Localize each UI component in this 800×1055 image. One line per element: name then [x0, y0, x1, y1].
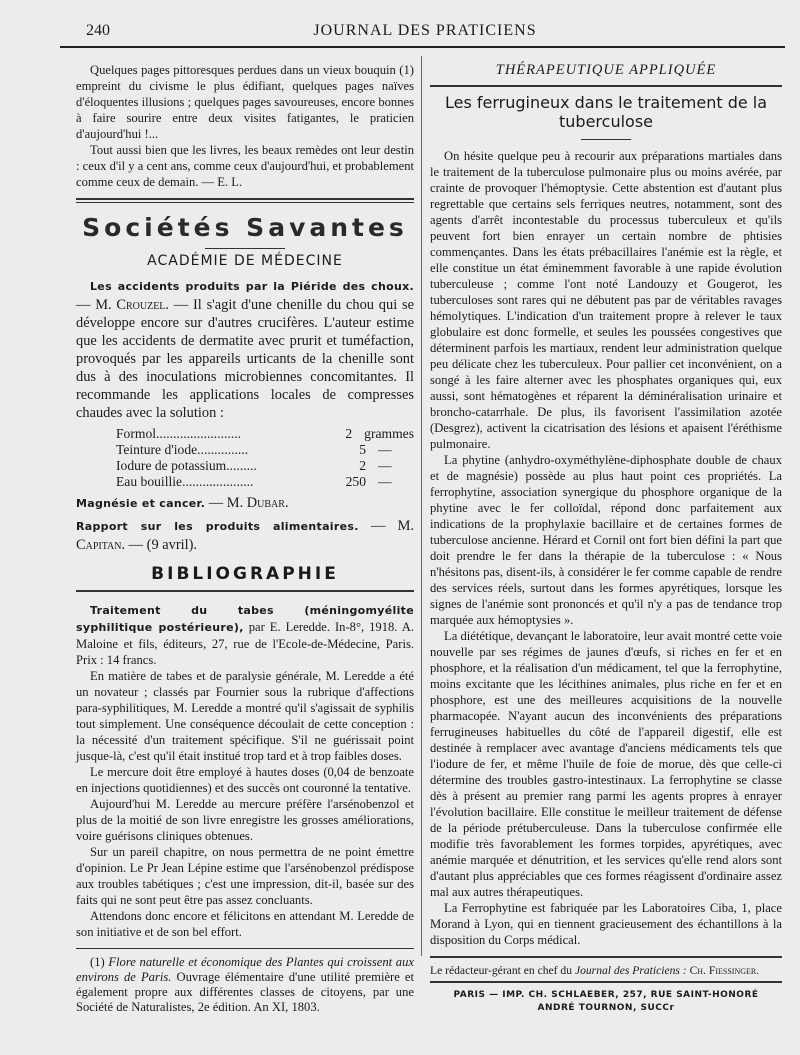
item-1-author: M. Crouzel.	[95, 297, 170, 313]
formula-quantity: 5	[359, 442, 366, 457]
item-1-head: Les accidents produits par la Piéride des choux.	[90, 280, 414, 293]
formula-row	[116, 426, 414, 442]
formula-ingredient: Iodure de potassium.........	[116, 458, 257, 473]
header-rule	[60, 46, 785, 48]
item-2-head: Magnésie et cancer.	[76, 497, 206, 510]
rubric-heading: THÉRAPEUTIQUE APPLIQUÉE	[495, 62, 717, 78]
printer-line-1: PARIS — IMP. CH. SCHLAEBER, 257, RUE SAINT-HONORÉ	[453, 990, 759, 1000]
item-3-date: — (9 avril).	[128, 537, 198, 553]
item-3-author: M. Capitan.	[76, 518, 414, 553]
footnote-mark: (1)	[90, 955, 105, 969]
intro-paragraph-1: Quelques pages pittoresques perdues dans un vieux bouquin (1) empreint du civisme le plus édifiant, quelques pages naïves d'éloquentes illusions ; quelques pages savoureuses, encore bonnes à faire sourire entre deux visites fatigantes, le praticien d'aujourd'hui !...	[76, 63, 414, 141]
formula-unit: —	[378, 442, 392, 457]
formula-row	[116, 442, 414, 458]
editor-journal: Journal des Praticiens :	[574, 964, 687, 977]
column-divider	[421, 56, 422, 956]
biblio-paragraph-4: Sur un pareil chapitre, on nous permettra de ne point émettre d'opinion. Le Pr Jean Lépine estime que l'arsénobenzol prédispose aux troubles tabétiques ; c'est une impression, dit-il, basée sur des faits qui ne sont peut être pas assez concluants.	[76, 845, 414, 907]
biblio-book-title: Traitement du tabes (méningomyélite syphilitique postérieure),	[76, 604, 414, 634]
academie-item-1: Les accidents produits par la Piéride des choux. — M. Crouzel. — Il s'agit d'une chenille du chou qui se développe encore sur d'autres crucifères. L'auteur estime que les accidents de dermatite avec prurit et tuméfaction, provoqués par les appareils urticants de la chenille sont dus à des inoculations microbiennes concomitantes. Il recommande les applications locales de compresses chaudes avec la solution :	[76, 280, 414, 421]
formula-table	[116, 426, 414, 490]
editor-rule	[430, 981, 782, 983]
footnote-description: Ouvrage élémentaire d'une utilité première et également propre aux différentes classes de citoyens, par une Société de Naturalistes, 2e édition. An XI, 1803.	[76, 970, 414, 1014]
page-header	[60, 20, 790, 48]
societes-heading: Sociétés Savantes	[82, 213, 408, 242]
formula-row	[116, 458, 414, 474]
footnote	[76, 955, 414, 1015]
article-paragraph-4: La Ferrophytine est fabriquée par les Laboratoires Ciba, 1, place Morand à Lyon, qui en tiennent gracieusement des échantillons à la disposition du Corps médical.	[430, 901, 782, 947]
footnote-text	[76, 955, 414, 1015]
biblio-paragraph-5: Attendons donc encore et félicitons en attendant M. Leredde de son initiative et de son bel effort.	[76, 909, 414, 939]
formula-ingredient: Eau bouillie.....................	[116, 474, 254, 489]
left-column	[76, 62, 414, 1015]
formula-quantity: 2	[359, 458, 366, 473]
editor-line	[430, 956, 782, 977]
item-3-head: Rapport sur les produits alimentaires.	[76, 520, 359, 533]
section-rule	[76, 198, 414, 203]
article-paragraph-1: On hésite quelque peu à recourir aux préparations martiales dans le traitement de la tuberculose pulmonaire plus ou moins avérée, par crainte de provoquer l'hémoptysie. Cette abstention est d'autant plus regrettable que certains sels ferriques neutres, notamment, sont des agents d'arrêt incontestable du processus tuberculeux et qu'ils peuvent fort bien enrayer un certain nombre de phtisies commençantes. Dans les états prébacillaires l'anémie est la règle, et elle constitue un état éminemment favorable à une rapide évolution tuberculeuse ; comme l'ont noté Landouzy et Gougerot, les tuberculoses sont rares qui ne débutent pas par de véritables ravages hémolytiques. L'indication d'un traitement propre à relever le taux globulaire est donc formelle, et seules les poussées congestives que déterminent parfois les martiaux, rendent leur administration quelque peu délicate chez les tuberculeux. Pour pallier cet inconvénient, on a songé à les faire alterner avec les phosphates organiques qui, eux aussi, sont hématogènes et réparent la déminéralisation urinaire et broncho-catarrhale. De plus, ils favorisent l'assimilation azotée (Desgrez), activent la cicatrisation des lésions et apaisent l'éréthisme pulmonaire.	[430, 149, 782, 451]
academie-rule	[205, 248, 285, 249]
footnote-book-title: Flore naturelle et économique des Plantes qui croissent aux environs de Paris.	[76, 955, 414, 984]
intro-paragraph-2: Tout aussi bien que les livres, les beaux remèdes ont leur destin : ceux d'il y a cent ans, comme ceux d'aujourd'hui, et probablement comme ceux de demain. — E. L.	[76, 143, 414, 189]
formula-row	[116, 474, 414, 490]
biblio-publisher: par E. Leredde. In-8°, 1918. A. Maloine et fils, éditeurs, 27, rue de l'Ecole-de-Médecine, Paris. Prix : 14 francs.	[76, 620, 414, 667]
academie-item-3: Rapport sur les produits alimentaires. — M. Capitan. — (9 avril).	[76, 518, 414, 553]
biblio-paragraph-2: Le mercure doit être employé à hautes doses (0,04 de benzoate en injections quotidiennes) et des succès ont couronné la tentative.	[76, 765, 414, 795]
printer-line-2: ANDRÉ TOURNON, SUCCr	[537, 1003, 675, 1013]
printer-imprint	[430, 989, 782, 1015]
formula-quantity: 250	[345, 474, 366, 489]
rubric-rule	[430, 85, 782, 87]
bibliographie-heading: BIBLIOGRAPHIE	[151, 564, 339, 584]
formula-ingredient: Teinture d'iode...............	[116, 442, 249, 457]
page-number: 240	[86, 22, 110, 39]
bibliographie-rule	[76, 590, 414, 592]
formula-unit: —	[378, 474, 392, 489]
article-paragraph-3: La diététique, devançant le laboratoire, leur avait montré cette voie nouvelle par ses régimes de jaunes d'œufs, si riches en fer et en phosphore, et la réalisation d'un médicament, tel que la ferrophytine, moins excitante que les lécithines animales, plus riche en fer et en phosphore, est une des meilleures acquisitions de la nouvelle pharmacopée. N'ayant aucun des inconvénients des préparations ferrugineuses habituelles du côté de l'appareil digestif, elle est destinée à remplacer avec avantage d'anciens médicaments tels que l'iodure de fer, et même l'huile de foie de morue, dès que celle-ci détermine des troubles gastro-intestinaux. La ferrophytine se classe dès à présent au premier rang parmi les agents propres à enrayer l'évolution bacillaire. Elle constitue le meilleur traitement de défense de la période prétuberculeuse. Dans la tuberculose confirmée elle modifie très favorablement les formes torpides, apyrétiques, avec anémie marquée et dénutrition, et les services qu'elle rend alors sont d'autant plus appréciables que ces formes réagissent d'ordinaire assez mal aux autres thérapeutiques.	[430, 629, 782, 899]
article-paragraph-2: La phytine (anhydro-oxyméthylène-diphosphate double de chaux et de magnésie) possède au plus haut point ces propriétés. La ferrophytine, association synergique du phosphore organique de la phytine avec le fer colloïdal, répond donc parfaitement aux indications de la prophylaxie bacillaire et de certaines formes de tuberculose ancienne. Hérard et Cornil ont fort bien défini la part que doit prendre le fer dans la thérapie de la tuberculose : « Nous n'hésitons pas, disent-ils, à considérer le fer comme capable de rendre des services réels, surtout dans les formes apyrétiques, lorsque les signes de l'anémie sont prononcés et qu'il n'y a pas de tendance trop marquée aux hémoptysies ».	[430, 453, 782, 627]
title-rule	[581, 139, 631, 140]
right-column	[430, 62, 782, 1015]
academie-item-2: Magnésie et cancer. — M. Dubar.	[76, 495, 289, 511]
academie-heading: ACADÉMIE DE MÉDECINE	[147, 253, 343, 269]
editor-label: Le rédacteur-gérant en chef du	[430, 964, 573, 977]
biblio-paragraph-1: En matière de tabes et de paralysie générale, M. Leredde a été un novateur ; classés par Fournier sous la rubrique d'affections para-syphilitiques, M. Leredde a montré qu'il s'agissait de syphilis tout simplement. Une conséquence découlait de cette conception : la nécessité d'un traitement spécifique. S'il ne guérissait point jusque-là, c'est qu'il était institué trop tard et à trop faibles doses.	[76, 669, 414, 763]
footnote-rule	[76, 948, 414, 949]
formula-ingredient: Formol.........................	[116, 426, 241, 441]
item-2-author: M. Dubar.	[226, 495, 289, 511]
biblio-paragraph-3: Aujourd'hui M. Leredde au mercure préfère l'arsénobenzol et plus de la moitié de son livre enregistre les grosses améliorations, voire guérisons cliniques obtenues.	[76, 797, 414, 843]
formula-quantity: 2	[345, 426, 353, 441]
article-title: Les ferrugineux dans le traitement de la tuberculose	[444, 93, 768, 131]
academie-content	[76, 277, 414, 554]
biblio-reference	[76, 602, 414, 668]
journal-title: JOURNAL DES PRATICIENS	[313, 22, 537, 39]
editor-name: Ch. Fiessinger.	[689, 964, 760, 977]
formula-unit: —	[378, 458, 392, 473]
item-1-text: Il s'agit d'une chenille du chou qui se développe encore sur d'autres crucifères. L'auteur estime que les accidents de dermatite avec prurit et tuméfaction, provoqués par les appareils urticants de la chenille sont dus à des inoculations microbiennes concomitantes. Il recommande les applications locales de compresses chaudes avec la solution :	[76, 297, 414, 421]
formula-unit: grammes	[364, 426, 414, 441]
